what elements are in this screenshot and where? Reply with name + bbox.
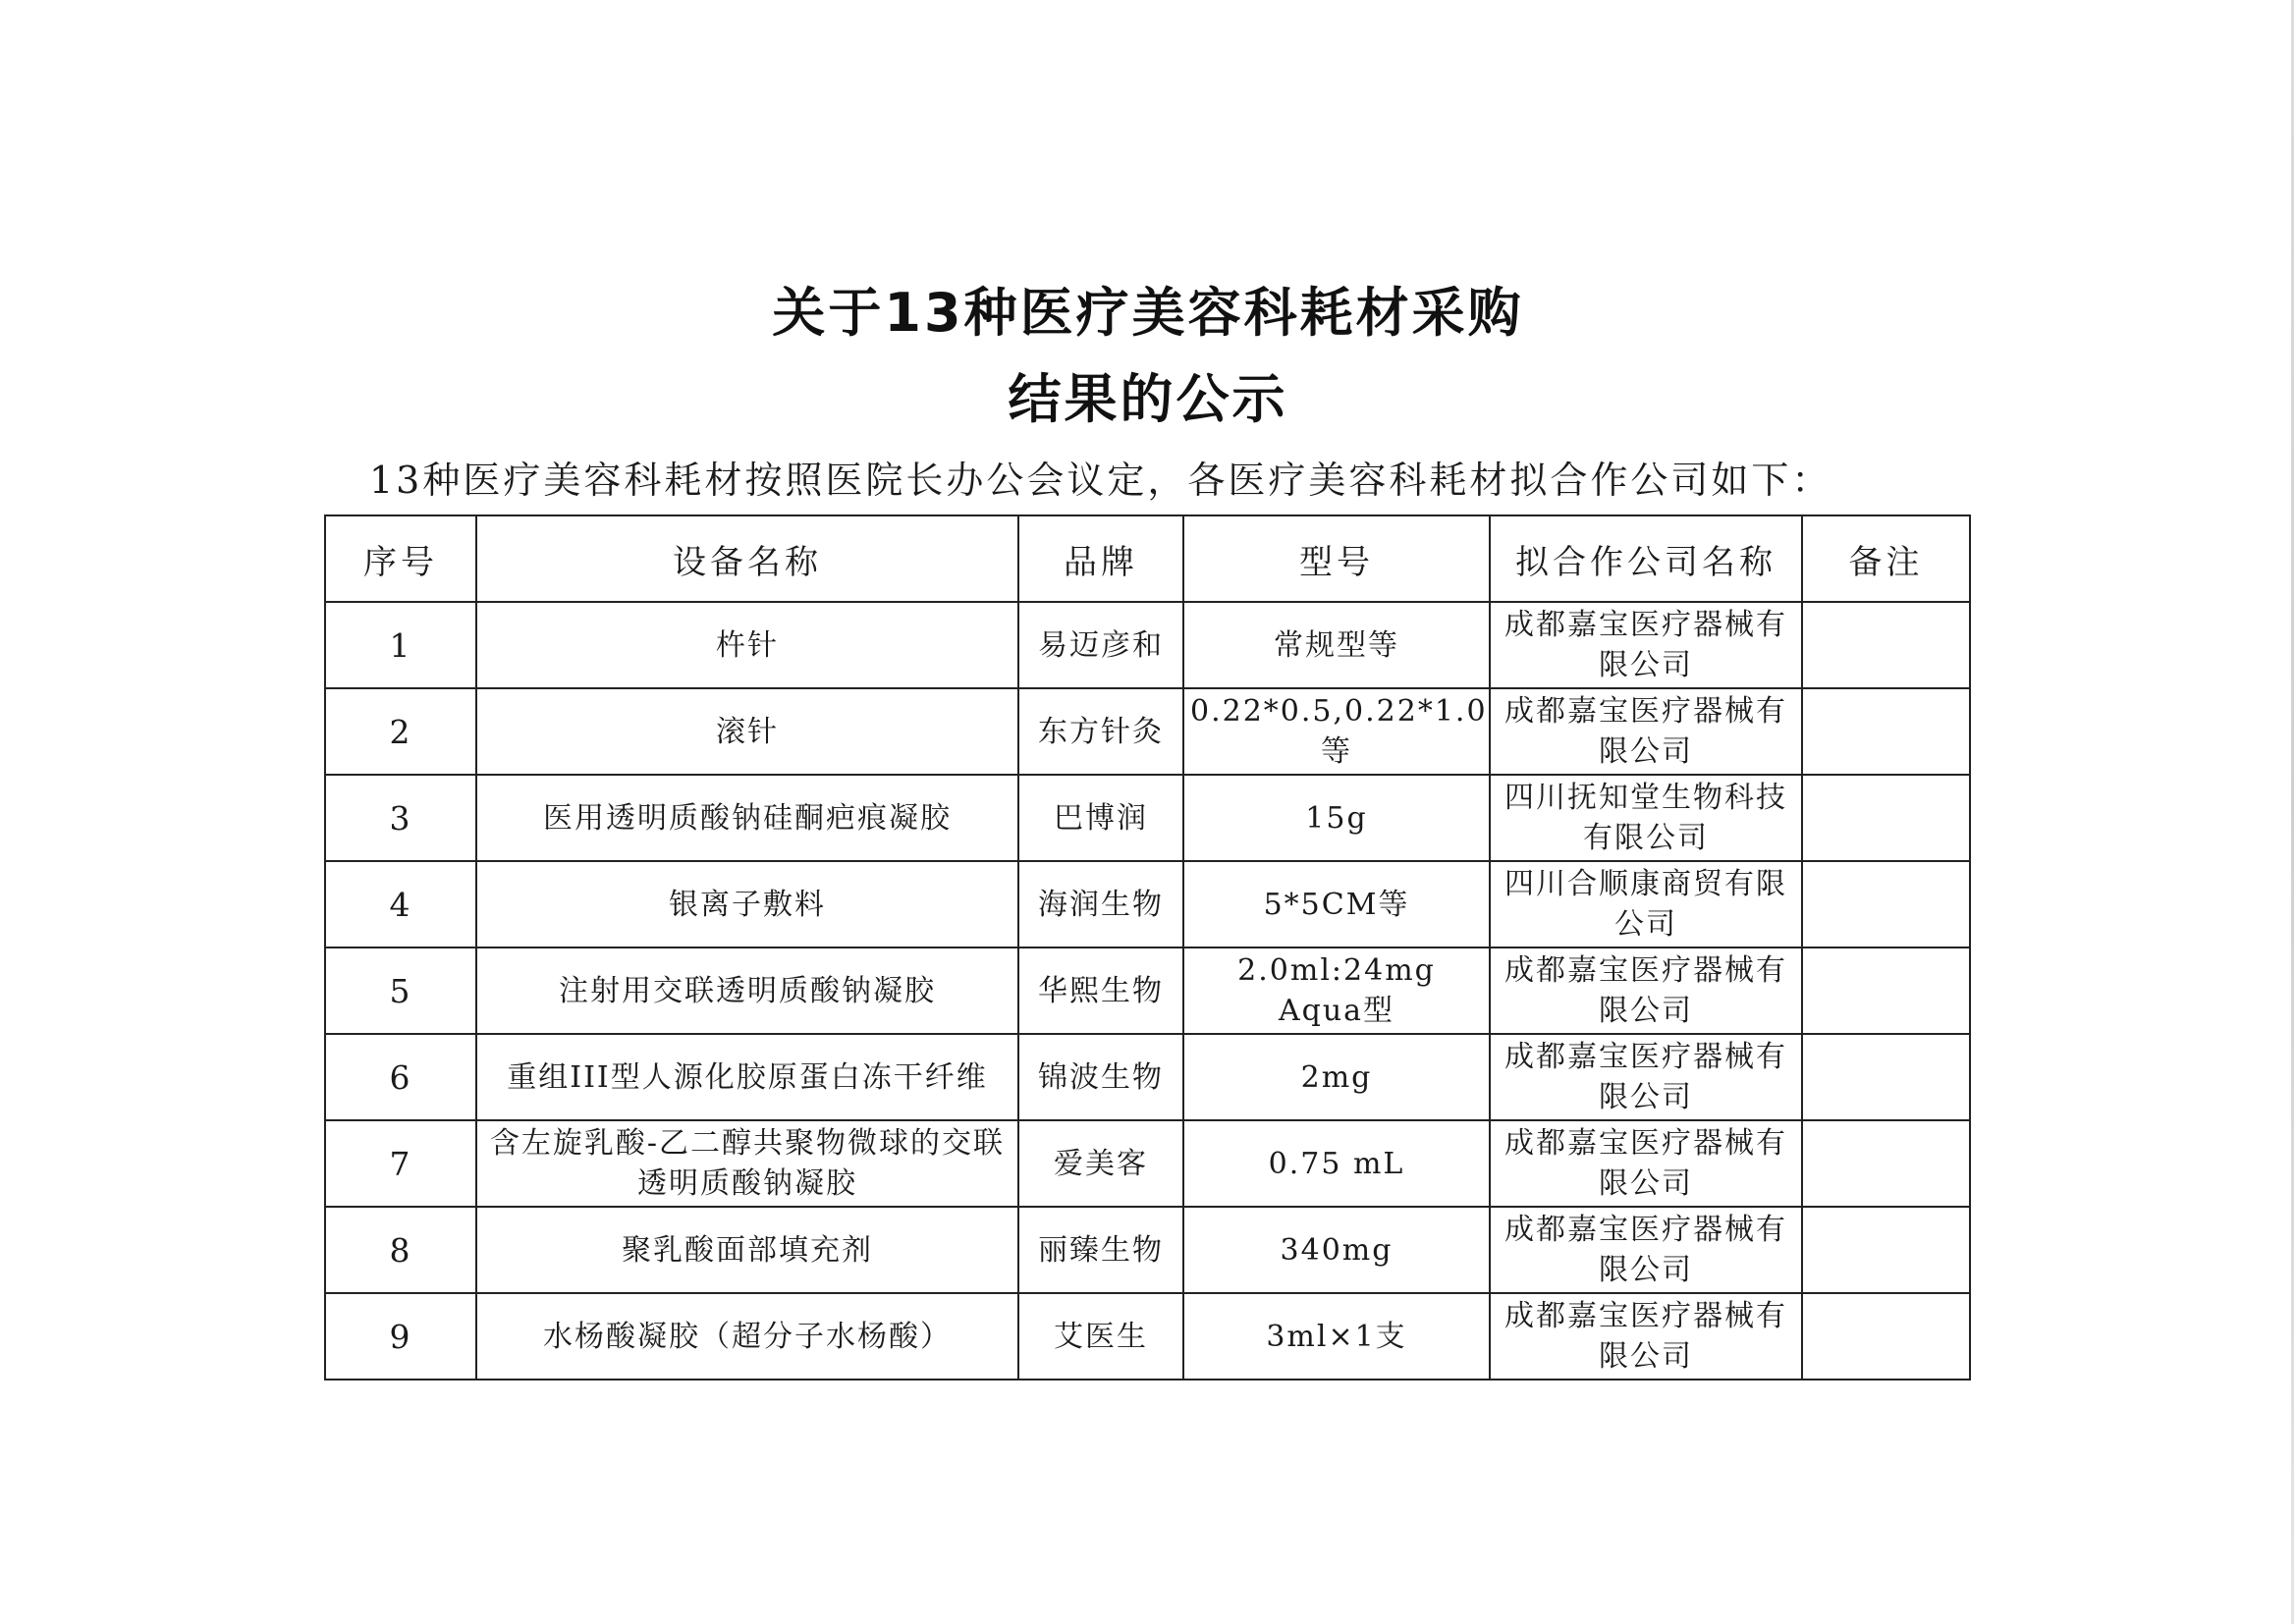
cell-partner-company: 成都嘉宝医疗器械有限公司 — [1490, 1120, 1802, 1207]
cell-remarks — [1802, 1034, 1970, 1120]
cell-brand: 巴博润 — [1018, 775, 1183, 861]
cell-model: 2.0ml:24mg Aqua型 — [1183, 947, 1490, 1034]
cell-serial-no: 9 — [325, 1293, 476, 1380]
cell-brand: 东方针灸 — [1018, 688, 1183, 775]
cell-remarks — [1802, 1120, 1970, 1207]
header-device-name: 设备名称 — [476, 515, 1018, 602]
table-row — [325, 1207, 1970, 1293]
table-row — [325, 602, 1970, 688]
cell-serial-no: 2 — [325, 688, 476, 775]
cell-brand: 锦波生物 — [1018, 1034, 1183, 1120]
cell-model: 2mg — [1183, 1034, 1490, 1120]
cell-brand: 丽臻生物 — [1018, 1207, 1183, 1293]
cell-partner-company: 成都嘉宝医疗器械有限公司 — [1490, 947, 1802, 1034]
cell-brand: 海润生物 — [1018, 861, 1183, 947]
cell-device-name: 含左旋乳酸-乙二醇共聚物微球的交联透明质酸钠凝胶 — [476, 1120, 1018, 1207]
cell-device-name: 杵针 — [476, 602, 1018, 688]
cell-model: 3ml×1支 — [1183, 1293, 1490, 1380]
cell-serial-no: 3 — [325, 775, 476, 861]
cell-remarks — [1802, 1207, 1970, 1293]
cell-serial-no: 4 — [325, 861, 476, 947]
cell-device-name: 重组III型人源化胶原蛋白冻干纤维 — [476, 1034, 1018, 1120]
cell-brand: 艾医生 — [1018, 1293, 1183, 1380]
cell-brand: 华熙生物 — [1018, 947, 1183, 1034]
table-row — [325, 861, 1970, 947]
cell-partner-company: 成都嘉宝医疗器械有限公司 — [1490, 602, 1802, 688]
table-row — [325, 1293, 1970, 1380]
table-row — [325, 1120, 1970, 1207]
cell-partner-company: 成都嘉宝医疗器械有限公司 — [1490, 1293, 1802, 1380]
cell-device-name: 医用透明质酸钠硅酮疤痕凝胶 — [476, 775, 1018, 861]
cell-partner-company: 成都嘉宝医疗器械有限公司 — [1490, 688, 1802, 775]
cell-remarks — [1802, 1293, 1970, 1380]
cell-brand: 易迈彦和 — [1018, 602, 1183, 688]
cell-partner-company: 四川合顺康商贸有限公司 — [1490, 861, 1802, 947]
cell-partner-company: 成都嘉宝医疗器械有限公司 — [1490, 1207, 1802, 1293]
header-brand: 品牌 — [1018, 515, 1183, 602]
cell-remarks — [1802, 775, 1970, 861]
cell-device-name: 滚针 — [476, 688, 1018, 775]
cell-device-name: 注射用交联透明质酸钠凝胶 — [476, 947, 1018, 1034]
cell-remarks — [1802, 688, 1970, 775]
cell-model: 5*5CM等 — [1183, 861, 1490, 947]
header-partner-company: 拟合作公司名称 — [1490, 515, 1802, 602]
cell-serial-no: 6 — [325, 1034, 476, 1120]
cell-model: 340mg — [1183, 1207, 1490, 1293]
cell-model: 0.75 mL — [1183, 1120, 1490, 1207]
cell-serial-no: 1 — [325, 602, 476, 688]
header-serial-no: 序号 — [325, 515, 476, 602]
cell-remarks — [1802, 861, 1970, 947]
cell-remarks — [1802, 602, 1970, 688]
table-row — [325, 775, 1970, 861]
table-header-row — [325, 515, 1970, 602]
document-title-line2: 结果的公示 — [1008, 368, 1288, 430]
cell-model: 0.22*0.5,0.22*1.0等 — [1183, 688, 1490, 775]
document-title-line1: 关于13种医疗美容科耗材采购 — [772, 282, 1524, 344]
cell-model: 常规型等 — [1183, 602, 1490, 688]
cell-partner-company: 四川抚知堂生物科技有限公司 — [1490, 775, 1802, 861]
intro-paragraph: 13种医疗美容科耗材按照医院长办公会议定，各医疗美容科耗材拟合作公司如下： — [369, 459, 1832, 502]
cell-partner-company: 成都嘉宝医疗器械有限公司 — [1490, 1034, 1802, 1120]
table-row — [325, 1034, 1970, 1120]
table-row — [325, 947, 1970, 1034]
cell-device-name: 银离子敷料 — [476, 861, 1018, 947]
header-remarks: 备注 — [1802, 515, 1970, 602]
cell-serial-no: 7 — [325, 1120, 476, 1207]
table-row — [325, 688, 1970, 775]
cell-brand: 爱美客 — [1018, 1120, 1183, 1207]
cell-device-name: 聚乳酸面部填充剂 — [476, 1207, 1018, 1293]
header-model: 型号 — [1183, 515, 1490, 602]
cell-serial-no: 8 — [325, 1207, 476, 1293]
cell-serial-no: 5 — [325, 947, 476, 1034]
scan-edge-line — [2291, 0, 2294, 1624]
cell-device-name: 水杨酸凝胶（超分子水杨酸） — [476, 1293, 1018, 1380]
cell-model: 15g — [1183, 775, 1490, 861]
procurement-results-table — [324, 514, 1971, 1380]
cell-remarks — [1802, 947, 1970, 1034]
